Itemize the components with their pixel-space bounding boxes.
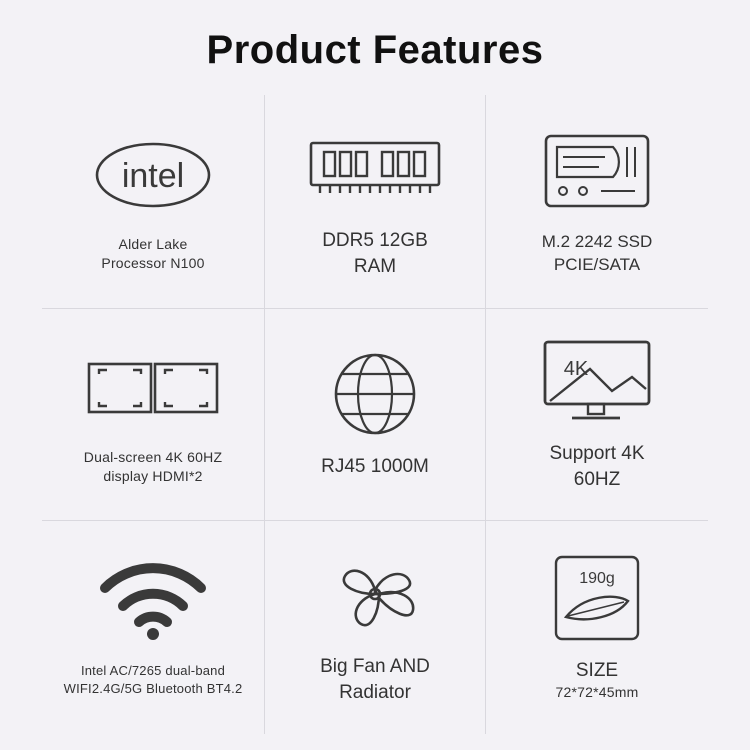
- feature-cell-ethernet: [264, 308, 486, 521]
- svg-text:intel: intel: [121, 157, 185, 196]
- monitor-4k-icon: [542, 335, 652, 427]
- intel-logo-icon: [93, 129, 213, 221]
- feature-cell-size: [486, 521, 708, 734]
- ram-module-icon: [308, 122, 442, 214]
- page-title: Product Features: [206, 28, 544, 72]
- feature-caption: DDR5 12GB RAM: [322, 230, 428, 277]
- weight-feather-icon: [554, 552, 640, 644]
- features-grid: [42, 95, 708, 734]
- svg-text:4K: 4K: [563, 358, 589, 381]
- feature-cell-memory: [264, 95, 486, 308]
- feature-caption: Support 4K 60HZ: [549, 443, 645, 490]
- svg-text:190g: 190g: [579, 569, 615, 587]
- feature-cell-storage: [486, 95, 708, 308]
- wifi-icon: [99, 556, 207, 648]
- feature-caption: M.2 2242 SSD PCIE/SATA: [541, 232, 653, 274]
- feature-caption: Intel AC/7265 dual-band WIFI2.4G/5G Bluetooth BT4.2: [63, 663, 243, 696]
- feature-cell-wireless: [42, 521, 264, 734]
- feature-cell-dual-screen: [42, 308, 264, 521]
- dual-screen-icon: [87, 342, 219, 434]
- feature-caption: Big Fan AND Radiator: [320, 656, 430, 703]
- feature-cell-cooling: [264, 521, 486, 734]
- ssd-drive-icon: [543, 125, 651, 217]
- globe-network-icon: [333, 348, 417, 440]
- feature-caption: Alder Lake Processor N100: [101, 236, 205, 271]
- fan-icon: [329, 548, 421, 640]
- feature-caption: RJ45 1000M: [321, 455, 429, 477]
- feature-caption: SIZE 72*72*45mm: [555, 659, 639, 700]
- feature-cell-display: [486, 308, 708, 521]
- feature-caption: Dual-screen 4K 60HZ display HDMI*2: [83, 449, 223, 484]
- feature-cell-processor: [42, 95, 264, 308]
